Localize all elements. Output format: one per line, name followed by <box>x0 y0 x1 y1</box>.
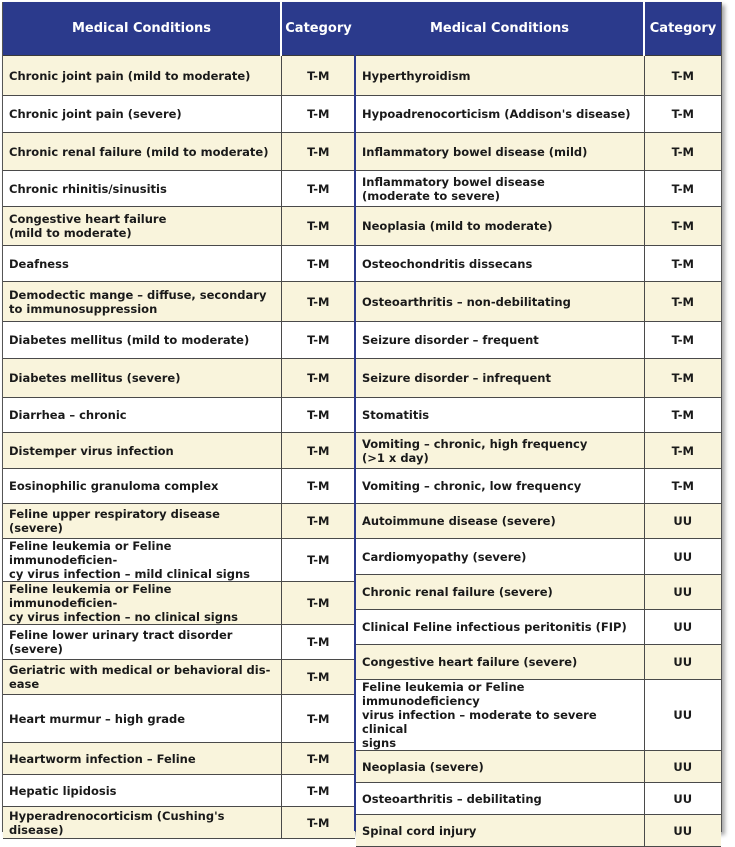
condition-cell: Vomiting – chronic, low frequency <box>356 469 644 504</box>
table-row <box>3 96 355 133</box>
category-cell: T-M <box>281 775 355 807</box>
category-cell: T-M <box>281 695 355 743</box>
category-cell: T-M <box>281 171 355 207</box>
table-row <box>356 469 721 504</box>
category-cell: T-M <box>281 582 355 625</box>
category-cell: T-M <box>281 207 355 246</box>
table-row <box>356 56 721 96</box>
condition-cell: Inflammatory bowel disease (moderate to severe) <box>356 171 644 207</box>
table-row <box>356 322 721 359</box>
condition-cell: Stomatitis <box>356 398 644 433</box>
table-row <box>356 398 721 433</box>
table-row <box>356 171 721 207</box>
category-cell: T-M <box>644 322 721 359</box>
condition-cell: Chronic renal failure (mild to moderate) <box>3 133 281 171</box>
table-row <box>356 359 721 398</box>
table-row <box>356 246 721 282</box>
condition-cell: Osteoarthritis – debilitating <box>356 783 644 815</box>
conditions-table-left <box>3 2 355 839</box>
conditions-table-right <box>356 2 721 847</box>
condition-cell: Seizure disorder – infrequent <box>356 359 644 398</box>
condition-cell: Cardiomyopathy (severe) <box>356 539 644 575</box>
category-cell: UU <box>644 783 721 815</box>
category-cell: T-M <box>281 398 355 433</box>
table-row <box>3 775 355 807</box>
condition-cell: Distemper virus infection <box>3 433 281 469</box>
table-row <box>3 322 355 359</box>
condition-cell: Feline lower urinary tract disorder (severe) <box>3 625 281 660</box>
category-cell: T-M <box>644 359 721 398</box>
category-cell: T-M <box>644 469 721 504</box>
category-cell: T-M <box>644 56 721 96</box>
category-cell: T-M <box>644 282 721 322</box>
table-row <box>3 504 355 539</box>
table-row <box>356 575 721 610</box>
condition-cell: Feline leukemia or Feline immunodeficien- cy virus infection – no clinical signs <box>3 582 281 625</box>
condition-cell: Neoplasia (severe) <box>356 751 644 783</box>
condition-cell: Autoimmune disease (severe) <box>356 504 644 539</box>
condition-cell: Feline upper respiratory disease (severe) <box>3 504 281 539</box>
condition-cell: Chronic renal failure (severe) <box>356 575 644 610</box>
header-row <box>3 2 355 56</box>
category-cell: T-M <box>281 625 355 660</box>
table-row <box>3 625 355 660</box>
category-cell: T-M <box>281 133 355 171</box>
category-cell: T-M <box>644 207 721 246</box>
table-row <box>356 133 721 171</box>
column-header-condition: Medical Conditions <box>356 2 644 56</box>
table-row <box>356 207 721 246</box>
condition-cell: Neoplasia (mild to moderate) <box>356 207 644 246</box>
category-cell: T-M <box>281 660 355 695</box>
table-row <box>356 282 721 322</box>
category-cell: T-M <box>281 56 355 96</box>
condition-cell: Hyperadrenocorticism (Cushing's disease) <box>3 807 281 839</box>
category-cell: UU <box>644 680 721 751</box>
category-cell: T-M <box>281 433 355 469</box>
table-row <box>3 807 355 839</box>
category-cell: T-M <box>281 469 355 504</box>
table-row <box>3 359 355 398</box>
category-cell: T-M <box>644 398 721 433</box>
category-cell: T-M <box>281 246 355 282</box>
category-cell: UU <box>644 575 721 610</box>
condition-cell: Chronic joint pain (mild to moderate) <box>3 56 281 96</box>
table-row <box>356 645 721 680</box>
table-row <box>356 96 721 133</box>
category-cell: UU <box>644 751 721 783</box>
left-table-body <box>3 56 355 839</box>
condition-cell: Heart murmur – high grade <box>3 695 281 743</box>
category-cell: T-M <box>644 246 721 282</box>
condition-cell: Inflammatory bowel disease (mild) <box>356 133 644 171</box>
condition-cell: Diarrhea – chronic <box>3 398 281 433</box>
category-cell: T-M <box>644 96 721 133</box>
medical-conditions-sheet <box>2 2 722 838</box>
condition-cell: Demodectic mange – diffuse, secondary to immunosuppression <box>3 282 281 322</box>
table-row <box>3 133 355 171</box>
condition-cell: Spinal cord injury <box>356 815 644 847</box>
table-row <box>3 660 355 695</box>
category-cell: UU <box>644 645 721 680</box>
table-row <box>356 751 721 783</box>
condition-cell: Eosinophilic granuloma complex <box>3 469 281 504</box>
condition-cell: Osteochondritis dissecans <box>356 246 644 282</box>
table-row <box>356 610 721 645</box>
condition-cell: Seizure disorder – frequent <box>356 322 644 359</box>
category-cell: T-M <box>644 171 721 207</box>
table-row <box>356 680 721 751</box>
table-row <box>3 469 355 504</box>
category-cell: T-M <box>281 539 355 582</box>
category-cell: UU <box>644 610 721 645</box>
condition-cell: Geriatric with medical or behavioral dis- ease <box>3 660 281 695</box>
condition-cell: Osteoarthritis – non-debilitating <box>356 282 644 322</box>
category-cell: T-M <box>281 96 355 133</box>
table-row <box>3 743 355 775</box>
category-cell: T-M <box>281 807 355 839</box>
category-cell: T-M <box>644 133 721 171</box>
category-cell: T-M <box>281 743 355 775</box>
condition-cell: Feline leukemia or Feline immunodeficiency virus infection – moderate to severe clinical signs <box>356 680 644 751</box>
condition-cell: Deafness <box>3 246 281 282</box>
category-cell: T-M <box>281 322 355 359</box>
table-row <box>3 171 355 207</box>
table-row <box>3 433 355 469</box>
table-row <box>356 783 721 815</box>
table-row <box>3 398 355 433</box>
table-row <box>356 433 721 469</box>
table-row <box>3 695 355 743</box>
column-header-condition: Medical Conditions <box>3 2 281 56</box>
header-row <box>356 2 721 56</box>
condition-cell: Diabetes mellitus (mild to moderate) <box>3 322 281 359</box>
table-row <box>3 207 355 246</box>
table-row <box>3 282 355 322</box>
category-cell: T-M <box>644 433 721 469</box>
table-row <box>3 539 355 582</box>
condition-cell: Feline leukemia or Feline immunodeficien- cy virus infection – mild clinical signs <box>3 539 281 582</box>
condition-cell: Vomiting – chronic, high frequency (>1 x day) <box>356 433 644 469</box>
table-row <box>356 504 721 539</box>
condition-cell: Heartworm infection – Feline <box>3 743 281 775</box>
condition-cell: Chronic joint pain (severe) <box>3 96 281 133</box>
category-cell: T-M <box>281 282 355 322</box>
column-header-category: Category <box>281 2 355 56</box>
category-cell: T-M <box>281 504 355 539</box>
condition-cell: Hyperthyroidism <box>356 56 644 96</box>
condition-cell: Congestive heart failure (mild to moderate) <box>3 207 281 246</box>
category-cell: UU <box>644 815 721 847</box>
table-row <box>356 815 721 847</box>
condition-cell: Diabetes mellitus (severe) <box>3 359 281 398</box>
right-table-body <box>356 56 721 847</box>
table-row <box>356 539 721 575</box>
condition-cell: Hypoadrenocorticism (Addison's disease) <box>356 96 644 133</box>
table-row <box>3 246 355 282</box>
condition-cell: Chronic rhinitis/sinusitis <box>3 171 281 207</box>
category-cell: UU <box>644 539 721 575</box>
table-row <box>3 582 355 625</box>
condition-cell: Congestive heart failure (severe) <box>356 645 644 680</box>
category-cell: T-M <box>281 359 355 398</box>
table-row <box>3 56 355 96</box>
condition-cell: Hepatic lipidosis <box>3 775 281 807</box>
condition-cell: Clinical Feline infectious peritonitis (FIP) <box>356 610 644 645</box>
column-header-category: Category <box>644 2 721 56</box>
category-cell: UU <box>644 504 721 539</box>
